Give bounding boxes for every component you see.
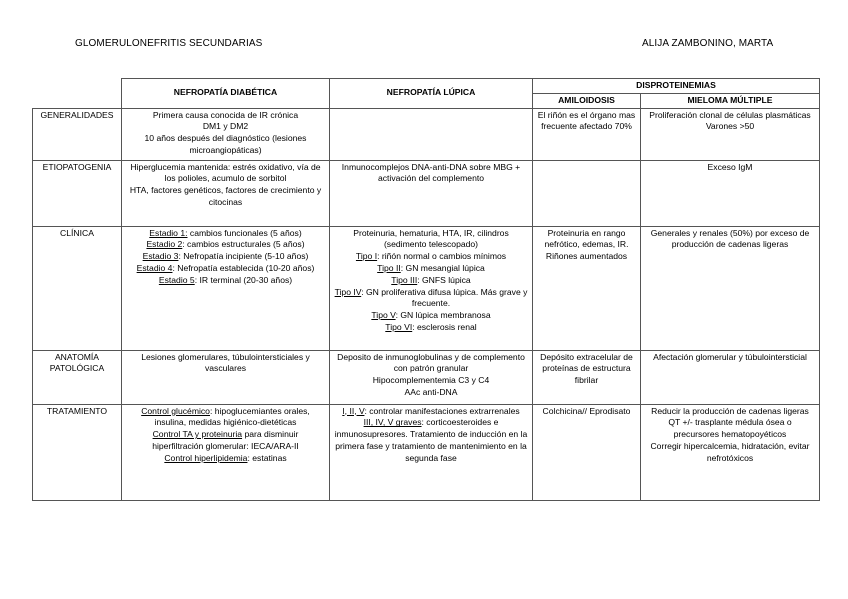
term-text: : GN lúpica membranosa bbox=[395, 310, 491, 321]
cell-anatomia-diabetica: Lesiones glomerulares, túbulointersticiales y vasculares bbox=[122, 350, 330, 404]
term-text: : cambios estructurales (5 años) bbox=[182, 239, 305, 250]
term-text: : esclerosis renal bbox=[412, 321, 477, 332]
tipo-line bbox=[334, 310, 528, 322]
estadio-line bbox=[126, 263, 325, 275]
underlined-term: Control hiperlipidemia bbox=[164, 452, 248, 463]
text-line: 10 años después del diagnóstico (lesiones microangiopáticas) bbox=[144, 133, 307, 155]
treatment-line bbox=[126, 429, 325, 453]
cell-generalidades-mieloma bbox=[641, 108, 820, 160]
text-line: QT +/- trasplante médula ósea o precursores hematopoyéticos bbox=[668, 417, 792, 440]
tipo-line bbox=[334, 275, 528, 287]
term-text: cambios funcionales (5 años) bbox=[187, 227, 302, 238]
underlined-term: Control TA y proteinuria bbox=[152, 429, 243, 440]
term-text: : IR terminal (20-30 años) bbox=[194, 274, 293, 285]
col-header-nefropatia-lupica: NEFROPATÍA LÚPICA bbox=[330, 79, 533, 109]
document-title: GLOMERULONEFRITIS SECUNDARIAS bbox=[75, 38, 263, 49]
tipo-line bbox=[334, 251, 528, 263]
estadio-line bbox=[126, 239, 325, 251]
cell-tratamiento-mieloma bbox=[641, 404, 820, 500]
estadio-line bbox=[126, 275, 325, 287]
underlined-term: I, II, V bbox=[342, 405, 365, 416]
col-header-amiloidosis: AMILOIDOSIS bbox=[533, 93, 641, 108]
cell-clinica-diabetica bbox=[122, 226, 330, 350]
text-line: Proteinuria, hematuria, HTA, IR, cilindros (sedimento telescopado) bbox=[353, 227, 509, 250]
term-text: : GN mesangial lúpica bbox=[400, 262, 485, 273]
text-line: Deposito de inmunoglobulinas y de complemento con patrón granular bbox=[337, 351, 525, 374]
row-etiopatogenia bbox=[33, 160, 820, 226]
cell-generalidades-lupica bbox=[330, 108, 533, 160]
underlined-term: Estadio 3 bbox=[142, 251, 179, 262]
term-text: : controlar manifestaciones extrarrenales bbox=[364, 405, 520, 416]
term-text: : hipoglucemiantes orales, insulina, medidas higiénico-dietéticas bbox=[154, 405, 310, 428]
estadio-line bbox=[126, 228, 325, 240]
cell-etiopatogenia-amiloidosis bbox=[533, 160, 641, 226]
term-text: : estatinas bbox=[247, 452, 287, 463]
col-header-disproteinemias: DISPROTEINEMIAS bbox=[533, 79, 820, 94]
text-line: Reducir la producción de cadenas ligeras bbox=[651, 405, 809, 416]
text-line: Hipocomplementemia C3 y C4 bbox=[372, 375, 490, 386]
text-line: HTA, factores genéticos, factores de crecimiento y citocinas bbox=[129, 185, 322, 207]
text-line: Corregir hipercalcemia, hidratación, evitar nefrotóxicos bbox=[650, 440, 810, 463]
underlined-term: Tipo I bbox=[355, 251, 378, 262]
row-generalidades bbox=[33, 108, 820, 160]
term-text: para disminuir hiperfiltración glomerular: IECA/ARA-II bbox=[152, 429, 299, 451]
treatment-line bbox=[126, 406, 325, 430]
term-text: : GN proliferativa difusa lúpica. Más grave y frecuente. bbox=[361, 286, 528, 309]
underlined-term: Estadio 2 bbox=[146, 239, 183, 250]
label-line: ANATOMÍA bbox=[54, 351, 100, 362]
text-line: Hiperglucemia mantenida: estrés oxidativo, vía de los polioles, acumulo de sorbitol bbox=[130, 161, 321, 184]
text-line: AAc anti-DNA bbox=[404, 386, 458, 397]
underlined-term: Estadio 5 bbox=[158, 274, 195, 285]
underlined-term: Estadio 1: bbox=[149, 227, 188, 238]
row-label-anatomia-patologica bbox=[33, 350, 122, 404]
comparison-table bbox=[32, 78, 820, 501]
col-header-mieloma: MIELOMA MÚLTIPLE bbox=[641, 93, 820, 108]
underlined-term: Tipo III bbox=[391, 274, 418, 285]
cell-tratamiento-diabetica bbox=[122, 404, 330, 500]
treatment-line bbox=[334, 417, 528, 464]
tipo-line bbox=[334, 322, 528, 334]
underlined-term: Tipo V bbox=[371, 310, 396, 321]
label-line: PATOLÓGICA bbox=[49, 363, 105, 374]
row-clinica bbox=[33, 226, 820, 350]
cell-anatomia-lupica bbox=[330, 350, 533, 404]
text-line: Varones >50 bbox=[705, 121, 755, 132]
cell-etiopatogenia-lupica: Inmunocomplejos DNA-anti-DNA sobre MBG + activación del complemento bbox=[330, 160, 533, 226]
cell-etiopatogenia-diabetica bbox=[122, 160, 330, 226]
term-text: : riñón normal o cambios mínimos bbox=[377, 251, 507, 262]
tipo-line bbox=[334, 287, 528, 311]
text-line: Proliferación clonal de células plasmáticas bbox=[649, 109, 811, 120]
cell-clinica-lupica bbox=[330, 226, 533, 350]
cell-clinica-mieloma: Generales y renales (50%) por exceso de producción de cadenas ligeras bbox=[641, 226, 820, 350]
text-line: DM1 y DM2 bbox=[202, 121, 249, 132]
col-header-nefropatia-diabetica: NEFROPATÍA DIABÉTICA bbox=[122, 79, 330, 109]
cell-anatomia-amiloidosis: Depósito extracelular de proteínas de estructura fibrilar bbox=[533, 350, 641, 404]
cell-clinica-amiloidosis: Proteinuria en rango nefrótico, edemas, IR. Riñones aumentados bbox=[533, 226, 641, 350]
row-label-tratamiento: TRATAMIENTO bbox=[33, 404, 122, 500]
cell-tratamiento-amiloidosis: Colchicina// Eprodisato bbox=[533, 404, 641, 500]
underlined-term: Tipo IV bbox=[334, 286, 362, 297]
tipo-line bbox=[334, 263, 528, 275]
cell-etiopatogenia-mieloma: Exceso IgM bbox=[641, 160, 820, 226]
cell-anatomia-mieloma: Afectación glomerular y túbulointersticial bbox=[641, 350, 820, 404]
cell-generalidades-amiloidosis: El riñón es el órgano mas frecuente afectado 70% bbox=[533, 108, 641, 160]
row-anatomia-patologica bbox=[33, 350, 820, 404]
term-text: : corticoesteroides e inmunosupresores. Tratamiento de inducción en la primera fase y tratamiento de mantenimiento en la segunda fase bbox=[334, 417, 528, 463]
author-name: ALIJA ZAMBONINO, MARTA bbox=[642, 38, 774, 49]
cell-tratamiento-lupica bbox=[330, 404, 533, 500]
cell-generalidades-diabetica bbox=[122, 108, 330, 160]
term-text: : GNFS lúpica bbox=[417, 274, 471, 285]
term-text: : Nefropatía incipiente (5-10 años) bbox=[178, 251, 309, 262]
empty-corner-cell bbox=[33, 79, 122, 109]
row-label-etiopatogenia: ETIOPATOGENIA bbox=[33, 160, 122, 226]
row-label-generalidades: GENERALIDADES bbox=[33, 108, 122, 160]
text-line: Primera causa conocida de IR crónica bbox=[152, 109, 299, 120]
treatment-line bbox=[126, 453, 325, 465]
treatment-line bbox=[334, 406, 528, 418]
row-label-clinica: CLÍNICA bbox=[33, 226, 122, 350]
term-text: : Nefropatía establecida (10-20 años) bbox=[172, 262, 315, 273]
row-tratamiento bbox=[33, 404, 820, 500]
underlined-term: Tipo VI bbox=[385, 321, 413, 332]
underlined-term: Tipo II bbox=[377, 262, 401, 273]
underlined-term: Control glucémico bbox=[141, 405, 210, 416]
estadio-line bbox=[126, 251, 325, 263]
underlined-term: Estadio 4 bbox=[136, 262, 173, 273]
underlined-term: III, IV, V graves bbox=[363, 417, 422, 428]
